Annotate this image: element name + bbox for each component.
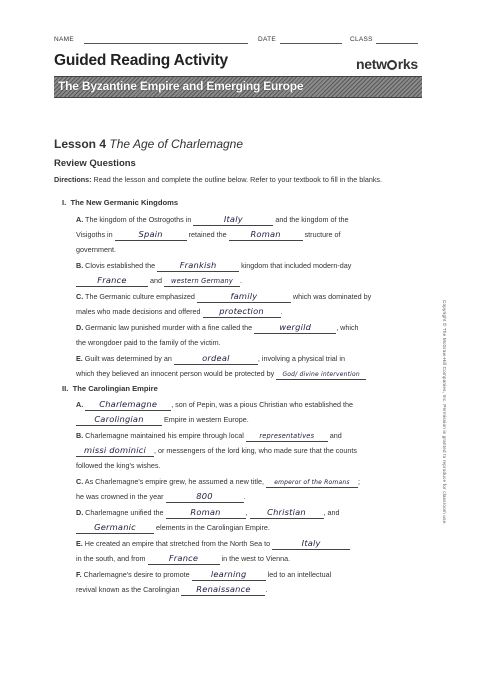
- answer-blank[interactable]: [266, 477, 358, 488]
- text: in the south, and from: [76, 554, 148, 563]
- page-title: Guided Reading Activity: [54, 52, 228, 69]
- text: in the west to Vienna.: [219, 554, 291, 563]
- answer-blank[interactable]: [157, 261, 239, 272]
- section-heading-1: [62, 198, 178, 207]
- answer: protection: [219, 306, 264, 316]
- answer: Germanic: [94, 522, 136, 532]
- text: .: [265, 585, 268, 594]
- answer: Italy: [223, 214, 243, 224]
- item-letter: A.: [76, 400, 84, 409]
- lesson-heading: [54, 137, 243, 151]
- answer: Charlemagne: [99, 399, 158, 409]
- directions-label: Directions:: [54, 175, 92, 184]
- answer-blank[interactable]: [76, 276, 148, 287]
- copyright-notice: Copyright © The McGraw-Hill Companies, Inc. Permission is granted to reproduce for classroom use.: [442, 300, 447, 525]
- text: .: [243, 492, 246, 501]
- text: Empire in western Europe.: [162, 415, 249, 424]
- answer: Christian: [267, 507, 306, 517]
- answer: learning: [210, 569, 247, 579]
- section-heading-2: [62, 384, 158, 393]
- answer-blank[interactable]: [76, 446, 154, 457]
- text: and the kingdom of the: [273, 215, 349, 224]
- answer: wergild: [279, 322, 312, 332]
- text: which was dominated by: [290, 292, 372, 301]
- answer-blank[interactable]: [181, 584, 268, 596]
- text: which they believed an innocent person would be protected by: [76, 369, 277, 378]
- answer-blank[interactable]: [246, 431, 328, 442]
- item-letter: C.: [76, 292, 84, 301]
- answer: family: [230, 291, 258, 301]
- section-title: The Carolingian Empire: [72, 384, 158, 393]
- text: Clovis established the: [83, 261, 158, 270]
- answer: France: [168, 553, 199, 563]
- text: , son of Pepin, was a pious Christian who established the: [171, 400, 353, 409]
- answer-blank[interactable]: [276, 369, 366, 380]
- answer-blank[interactable]: [174, 354, 258, 365]
- text: elements in the Carolingian Empire.: [154, 523, 270, 532]
- item-1d: [76, 320, 436, 350]
- text: .: [240, 276, 242, 285]
- directions: [54, 175, 434, 185]
- brand-logo: [356, 56, 418, 72]
- brand-text-start: netw: [356, 56, 387, 72]
- answer: Italy: [301, 538, 321, 548]
- brand-o-icon: [387, 60, 397, 70]
- text: He created an empire that stretched from the North Sea to: [82, 539, 273, 548]
- answer-blank[interactable]: [193, 215, 273, 226]
- item-1c: [76, 289, 436, 319]
- item-letter: D.: [76, 323, 84, 332]
- text: , which: [336, 323, 359, 332]
- text: , involving a physical trial in: [257, 354, 345, 363]
- directions-text: Read the lesson and complete the outline below. Refer to your textbook to fill in the blanks.: [91, 175, 383, 184]
- chapter-banner: [54, 76, 422, 98]
- item-2d: [76, 505, 436, 535]
- text: ,: [245, 508, 250, 517]
- answer-blank[interactable]: [192, 570, 266, 581]
- text: structure of: [302, 230, 341, 239]
- answer: Spain: [138, 229, 163, 239]
- section-number: II.: [62, 384, 69, 393]
- item-2f: [76, 567, 436, 597]
- text: kingdom that included modern-day: [239, 261, 352, 270]
- answer: missi dominici: [84, 445, 146, 455]
- answer-blank[interactable]: [229, 230, 303, 241]
- text: , and: [323, 508, 340, 517]
- answer-blank[interactable]: [76, 523, 154, 534]
- item-letter: C.: [76, 477, 84, 486]
- item-1a: [76, 212, 436, 257]
- answer-blank[interactable]: [166, 492, 244, 503]
- answer-blank[interactable]: [254, 323, 336, 334]
- item-letter: E.: [76, 539, 83, 548]
- text: retained the: [186, 230, 229, 239]
- text: led to an intellectual: [265, 570, 332, 579]
- answer-blank[interactable]: [115, 230, 187, 241]
- answer: Roman: [250, 229, 281, 239]
- item-2e: [76, 536, 436, 566]
- item-1e: [76, 351, 436, 381]
- item-letter: A.: [76, 215, 84, 224]
- review-heading: Review Questions: [54, 158, 136, 169]
- text: As Charlemagne's empire grew, he assumed a new title,: [83, 477, 266, 486]
- text: followed the king's wishes.: [76, 461, 161, 470]
- text: The kingdom of the Ostrogoths in: [83, 215, 194, 224]
- item-letter: F.: [76, 570, 82, 579]
- name-line[interactable]: [84, 36, 248, 44]
- answer-blank[interactable]: [164, 276, 240, 287]
- answer: Carolingian: [94, 414, 144, 424]
- item-letter: E.: [76, 354, 83, 363]
- text: The Germanic culture emphasized: [83, 292, 197, 301]
- answer: Frankish: [179, 260, 217, 270]
- lesson-name: The Age of Charlemagne: [109, 137, 244, 151]
- item-2a: [76, 397, 436, 427]
- text: and: [148, 276, 164, 285]
- class-line[interactable]: [376, 36, 418, 44]
- text: ;: [357, 477, 360, 486]
- item-letter: B.: [76, 431, 84, 440]
- item-letter: B.: [76, 261, 84, 270]
- class-label: CLASS: [350, 36, 373, 43]
- section-number: I.: [62, 198, 67, 207]
- item-2b: [76, 428, 436, 473]
- answer-blank[interactable]: [76, 415, 162, 426]
- answer: ordeal: [202, 353, 230, 363]
- text: the wrongdoer paid to the family of the victim.: [76, 338, 221, 347]
- text: , or messengers of the lord king, who made sure that the counts: [154, 446, 357, 455]
- answer: God/ divine intervention: [282, 371, 360, 378]
- answer-blank[interactable]: [85, 400, 171, 411]
- text: .: [280, 307, 283, 316]
- text: Charlemagne's desire to promote: [81, 570, 192, 579]
- text: government.: [76, 245, 116, 254]
- answer: western Germany: [171, 277, 233, 285]
- answer-blank[interactable]: [203, 307, 281, 318]
- text: Germanic law punished murder with a fine called the: [83, 323, 255, 332]
- text: Visigoths in: [76, 230, 115, 239]
- item-1b: [76, 258, 436, 288]
- name-label: NAME: [54, 36, 74, 43]
- text: and: [327, 431, 342, 440]
- item-2c: [76, 474, 436, 504]
- text: Charlemagne maintained his empire through local: [83, 431, 246, 440]
- chapter-title: The Byzantine Empire and Emerging Europe: [58, 79, 304, 93]
- answer-blank[interactable]: [197, 292, 291, 303]
- text: revival known as the Carolingian: [76, 585, 182, 594]
- answer-blank[interactable]: [148, 554, 220, 565]
- answer: France: [97, 275, 127, 285]
- lesson-number: Lesson 4: [54, 137, 107, 151]
- answer-blank[interactable]: [250, 508, 324, 519]
- text: Charlemagne unified the: [83, 508, 166, 517]
- date-line[interactable]: [280, 36, 342, 44]
- section-title: The New Germanic Kingdoms: [70, 198, 179, 207]
- answer: Renaissance: [196, 584, 251, 594]
- text: males who made decisions and offered: [76, 307, 203, 316]
- text: Guilt was determined by an: [82, 354, 174, 363]
- answer: Roman: [190, 507, 221, 517]
- answer-blank[interactable]: [272, 539, 350, 550]
- answer: 800: [196, 491, 213, 501]
- brand-text-end: rks: [397, 56, 418, 72]
- answer: representatives: [259, 432, 315, 440]
- answer: emperor of the Romans: [274, 479, 350, 486]
- item-letter: D.: [76, 508, 84, 517]
- date-label: DATE: [258, 36, 277, 43]
- text: he was crowned in the year: [76, 492, 166, 501]
- answer-blank[interactable]: [166, 508, 246, 519]
